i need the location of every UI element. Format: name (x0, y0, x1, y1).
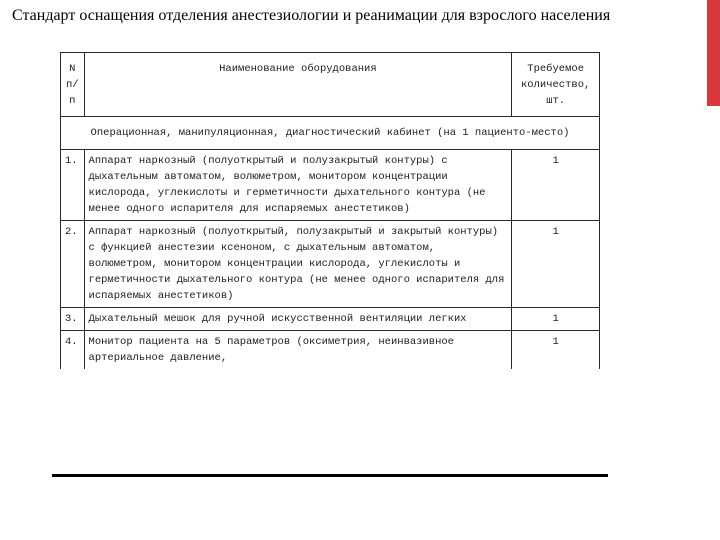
row-quantity: 1 (512, 150, 600, 221)
row-quantity: 1 (512, 331, 600, 370)
accent-bar (707, 0, 720, 106)
table-row (61, 150, 600, 221)
row-equipment-name: Аппарат наркозный (полуоткрытый, полузакрытый и закрытый контуры) с функцией анестезии ксеноном, с дыхательным автоматом, волюметром, монитором концентрации кислорода, углекислоты и герметичности дыхательного контура (не менее одного испарителя для испаряемых анестетиков) (84, 221, 512, 308)
table-row (61, 308, 600, 331)
header-num: N п/п (61, 53, 85, 117)
row-equipment-name: Аппарат наркозный (полуоткрытый и полузакрытый контуры) с дыхательным автоматом, волюметром, монитором концентрации кислорода, углекислоты и герметичности дыхательного контура (не менее одного испарителя для испаряемых анестетиков) (84, 150, 512, 221)
row-quantity: 1 (512, 221, 600, 308)
table-row (61, 221, 600, 308)
table-header-row (61, 53, 600, 117)
table-row (61, 331, 600, 370)
row-number: 3. (61, 308, 85, 331)
row-equipment-name: Дыхательный мешок для ручной искусственной вентиляции легких (84, 308, 512, 331)
row-number: 2. (61, 221, 85, 308)
row-quantity: 1 (512, 308, 600, 331)
section-title: Операционная, манипуляционная, диагностический кабинет (на 1 пациенто-место) (61, 117, 600, 150)
header-qty: Требуемое количество, шт. (512, 53, 600, 117)
row-equipment-name: Монитор пациента на 5 параметров (оксиметрия, неинвазивное артериальное давление, (84, 331, 512, 370)
slide-title: Стандарт оснащения отделения анестезиологии и реанимации для взрослого населения (12, 7, 611, 24)
bottom-divider (52, 474, 608, 477)
section-row (61, 117, 600, 150)
row-number: 1. (61, 150, 85, 221)
equipment-table (60, 52, 600, 369)
header-name: Наименование оборудования (84, 53, 512, 117)
row-number: 4. (61, 331, 85, 370)
